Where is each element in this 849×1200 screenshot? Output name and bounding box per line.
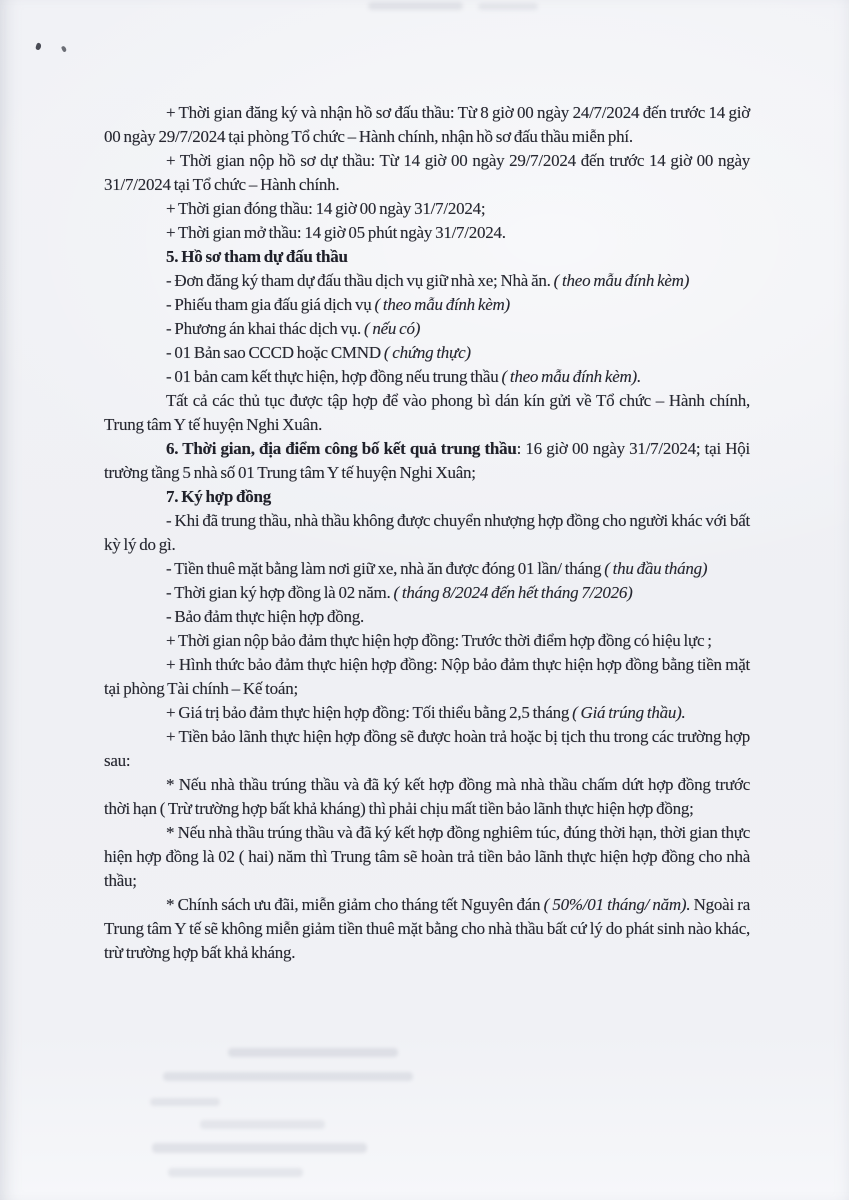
- paragraph: [104, 101, 750, 149]
- paragraph: [104, 317, 750, 341]
- body-text: - Phiếu tham gia đấu giá dịch vụ: [166, 295, 375, 314]
- italic-note: ( nếu có): [363, 319, 421, 338]
- document-body: [104, 101, 750, 965]
- paragraph: [104, 509, 750, 557]
- scan-speck: [35, 42, 42, 50]
- body-text: + Thời gian đăng ký và nhận hồ sơ đấu thầu: Từ 8 giờ 00 ngày 24/7/2024 đến trước 14 giờ 00 ngày 29/7/2024 tại phòng Tổ chức – Hành chính, nhận hồ sơ đấu thầu miễn phí.: [104, 103, 750, 146]
- italic-note: ( Giá trúng thầu).: [572, 703, 686, 722]
- italic-note: ( chứng thực): [383, 343, 471, 362]
- scan-speck: [61, 45, 67, 52]
- bleed-through-ghost: [168, 1168, 303, 1177]
- body-text: - Phương án khai thác dịch vụ.: [166, 319, 364, 338]
- paragraph: [104, 341, 750, 365]
- heading-text: 7. Ký hợp đồng: [166, 487, 271, 506]
- paragraph: [104, 725, 750, 773]
- body-text: + Hình thức bảo đảm thực hiện hợp đồng: Nộp bảo đảm thực hiện hợp đồng bằng tiền mặt tại phòng Tài chính – Kế toán;: [104, 655, 750, 698]
- paragraph: [104, 893, 750, 965]
- paragraph: [104, 197, 750, 221]
- italic-note: ( theo mẫu đính kèm): [553, 271, 690, 290]
- body-text: - Thời gian ký hợp đồng là 02 năm.: [166, 583, 394, 602]
- body-text: - 01 Bản sao CCCD hoặc CMND: [166, 343, 384, 362]
- body-text: : 16 giờ 00 ngày 31/7/2024; tại Hội trường tầng 5 nhà số 01 Trung tâm Y tế huyện Nghi Xuân;: [104, 439, 750, 482]
- body-text: - 01 bản cam kết thực hiện, hợp đồng nếu trung thầu: [166, 367, 502, 386]
- bleed-through-ghost: [163, 1072, 413, 1081]
- italic-note: ( 50%/01 tháng/ năm).: [543, 895, 691, 914]
- paragraph: [104, 221, 750, 245]
- italic-note: ( theo mẫu đính kèm): [374, 295, 510, 314]
- body-text: * Nếu nhà thầu trúng thầu và đã ký kết hợp đồng mà nhà thầu chấm dứt hợp đồng trước thời hạn ( Trừ trường hợp bất khả kháng) thì phải chịu mất tiền bảo lãnh thực hiện hợp đồng;: [104, 775, 750, 818]
- scan-smudge: [368, 2, 463, 10]
- bleed-through-ghost: [150, 1098, 220, 1106]
- body-text: + Thời gian mở thầu: 14 giờ 05 phút ngày 31/7/2024.: [166, 223, 506, 242]
- italic-note: ( tháng 8/2024 đến hết tháng 7/2026): [393, 583, 633, 602]
- paragraph: [104, 629, 750, 653]
- body-text: + Tiền bảo lãnh thực hiện hợp đồng sẽ được hoàn trả hoặc bị tịch thu trong các trường hợp sau:: [104, 727, 750, 770]
- bleed-through-ghost: [200, 1120, 325, 1129]
- bleed-through-ghost: [152, 1143, 367, 1153]
- body-text: + Thời gian nộp bảo đảm thực hiện hợp đồng: Trước thời điểm hợp đồng có hiệu lực ;: [166, 631, 712, 650]
- paragraph: [104, 365, 750, 389]
- body-text: Ngoài ra Trung tâm Y tế sẽ không miễn giảm tiền thuê mặt bằng cho nhà thầu bất cứ lý do phát sinh nào khác, trừ trường hợp bất khả kháng.: [104, 895, 750, 962]
- body-text: * Nếu nhà thầu trúng thầu và đã ký kết hợp đồng nghiêm túc, đúng thời hạn, thời gian thực hiện hợp đồng là 02 ( hai) năm thì Trung tâm sẽ hoàn trả tiền bảo lãnh thực hiện hợp đồng cho nhà thầu;: [104, 823, 750, 890]
- paragraph: [104, 389, 750, 437]
- italic-note: ( thu đầu tháng): [604, 559, 708, 578]
- italic-note: ( theo mẫu đính kèm).: [501, 367, 641, 386]
- paragraph: [104, 149, 750, 197]
- body-text: + Thời gian nộp hồ sơ dự thầu: Từ 14 giờ 00 ngày 29/7/2024 đến trước 14 giờ 00 ngày 31/7/2024 tại Tổ chức – Hành chính.: [104, 151, 750, 194]
- paragraph: [104, 653, 750, 701]
- body-text: - Đơn đăng ký tham dự đấu thầu dịch vụ giữ nhà xe; Nhà ăn.: [166, 271, 554, 290]
- scan-smudge: [478, 3, 538, 10]
- body-text: + Giá trị bảo đảm thực hiện hợp đồng: Tối thiểu bằng 2,5 tháng: [166, 703, 573, 722]
- paragraph: [104, 293, 750, 317]
- paragraph: [104, 557, 750, 581]
- paragraph: [104, 269, 750, 293]
- paragraph: [104, 245, 750, 269]
- paragraph: [104, 485, 750, 509]
- paragraph: [104, 821, 750, 893]
- heading-text: 6. Thời gian, địa điểm công bố kết quả trung thầu: [166, 439, 517, 458]
- body-text: - Tiền thuê mặt bằng làm nơi giữ xe, nhà ăn được đóng 01 lần/ tháng: [166, 559, 605, 578]
- body-text: - Khi đã trung thầu, nhà thầu không được chuyển nhượng hợp đồng cho người khác với bất kỳ lý do gì.: [104, 511, 750, 554]
- heading-text: 5. Hồ sơ tham dự đấu thầu: [166, 247, 348, 266]
- paragraph: [104, 701, 750, 725]
- body-text: + Thời gian đóng thầu: 14 giờ 00 ngày 31/7/2024;: [166, 199, 486, 218]
- body-text: * Chính sách ưu đãi, miễn giảm cho tháng tết Nguyên đán: [166, 895, 544, 914]
- paragraph: [104, 581, 750, 605]
- body-text: Tất cả các thủ tục được tập hợp để vào phong bì dán kín gửi về Tổ chức – Hành chính, Trung tâm Y tế huyện Nghi Xuân.: [104, 391, 750, 434]
- paragraph: [104, 437, 750, 485]
- paragraph: [104, 773, 750, 821]
- body-text: - Bảo đảm thực hiện hợp đồng.: [166, 607, 365, 626]
- bleed-through-ghost: [228, 1048, 398, 1057]
- paragraph: [104, 605, 750, 629]
